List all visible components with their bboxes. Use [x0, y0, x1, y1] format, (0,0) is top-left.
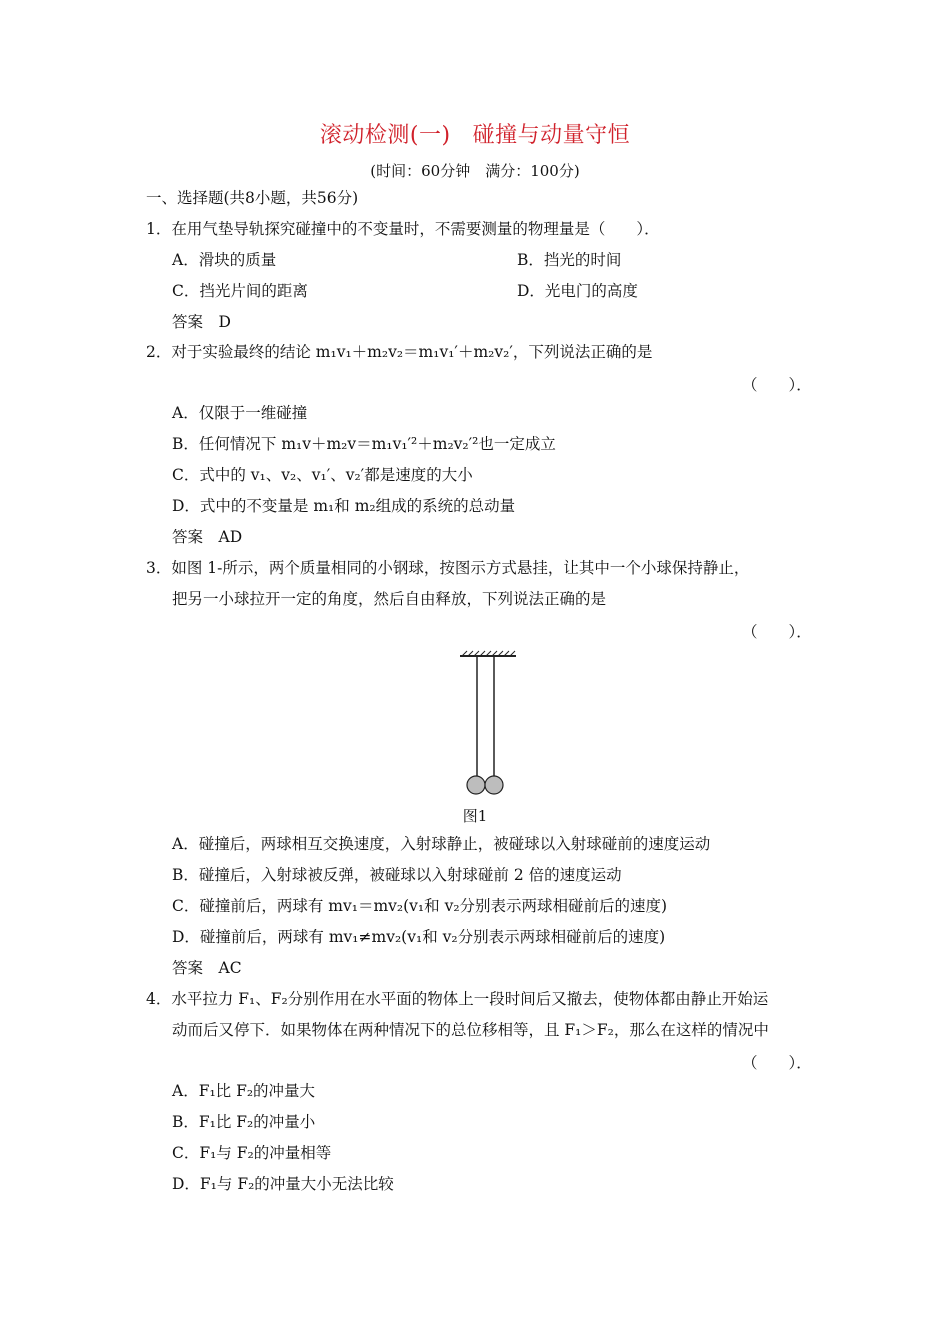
title-right: 碰撞与动量守恒: [472, 123, 631, 148]
question-3-stem-line1: 3．如图 1-所示，两个质量相同的小钢球，按图示方式悬挂，让其中一个小球保持静止，: [146, 559, 750, 577]
question-4-option-a: A．F₁比 F₂的冲量大: [172, 1082, 316, 1100]
question-3-answer: 答案 AC: [172, 959, 242, 977]
title-left: 滚动检测(一): [319, 123, 451, 148]
question-4-paren: （ ）．: [742, 1054, 812, 1072]
right-steel-ball: [485, 776, 503, 794]
question-1-option-c: C．挡光片间的距离: [172, 282, 308, 300]
page-title: [0, 118, 950, 149]
pendulum-figure: [458, 650, 520, 800]
question-3-option-a: A．碰撞后，两球相互交换速度，入射球静止，被碰球以入射球碰前的速度运动: [172, 835, 711, 853]
exam-info: (时间：60分钟 满分：100分): [370, 162, 580, 180]
question-3-option-d: D．碰撞前后，两球有 mv₁≠mv₂(v₁和 v₂分别表示两球相碰前后的速度): [172, 928, 666, 946]
figure-caption: 图1: [462, 807, 488, 825]
question-2-stem: 2．对于实验最终的结论 m₁v₁＋m₂v₂＝m₁v₁′＋m₂v₂′，下列说法正确的是: [146, 343, 653, 361]
question-3-option-c: C．碰撞前后，两球有 mv₁＝mv₂(v₁和 v₂分别表示两球相碰前后的速度): [172, 897, 668, 915]
question-1-option-b: B．挡光的时间: [517, 251, 622, 269]
question-4-option-d: D．F₁与 F₂的冲量大小无法比较: [172, 1175, 394, 1193]
question-1-answer: 答案 D: [172, 313, 231, 331]
question-3-stem-line2: 把另一小球拉开一定的角度，然后自由释放，下列说法正确的是: [172, 590, 607, 608]
section-heading: 一、选择题(共8小题，共56分): [146, 189, 359, 207]
question-1-option-d: D．光电门的高度: [517, 282, 638, 300]
question-2-paren: （ ）．: [742, 376, 812, 394]
question-2-option-d: D．式中的不变量是 m₁和 m₂组成的系统的总动量: [172, 497, 516, 515]
question-1-stem: 1．在用气垫导轨探究碰撞中的不变量时，不需要测量的物理量是（ ）．: [146, 220, 660, 238]
question-2-answer: 答案 AD: [172, 528, 243, 546]
question-4-option-b: B．F₁比 F₂的冲量小: [172, 1113, 316, 1131]
question-4-stem-line2: 动而后又停下．如果物体在两种情况下的总位移相等，且 F₁＞F₂，那么在这样的情况中: [172, 1021, 769, 1039]
question-4-stem-line1: 4．水平拉力 F₁、F₂分别作用在水平面的物体上一段时间后又撤去，使物体都由静止开始运: [146, 990, 769, 1008]
question-3-option-b: B．碰撞后，入射球被反弹，被碰球以入射球碰前 2 倍的速度运动: [172, 866, 622, 884]
question-2-option-b: B．任何情况下 m₁v＋m₂v＝m₁v₁′²＋m₂v₂′²也一定成立: [172, 435, 556, 453]
question-3-paren: （ ）．: [742, 623, 812, 641]
question-2-option-a: A．仅限于一维碰撞: [172, 404, 308, 422]
question-4-option-c: C．F₁与 F₂的冲量相等: [172, 1144, 332, 1162]
left-steel-ball: [467, 776, 485, 794]
question-2-option-c: C．式中的 v₁、v₂、v₁′、v₂′都是速度的大小: [172, 466, 473, 484]
question-1-option-a: A．滑块的质量: [172, 251, 277, 269]
